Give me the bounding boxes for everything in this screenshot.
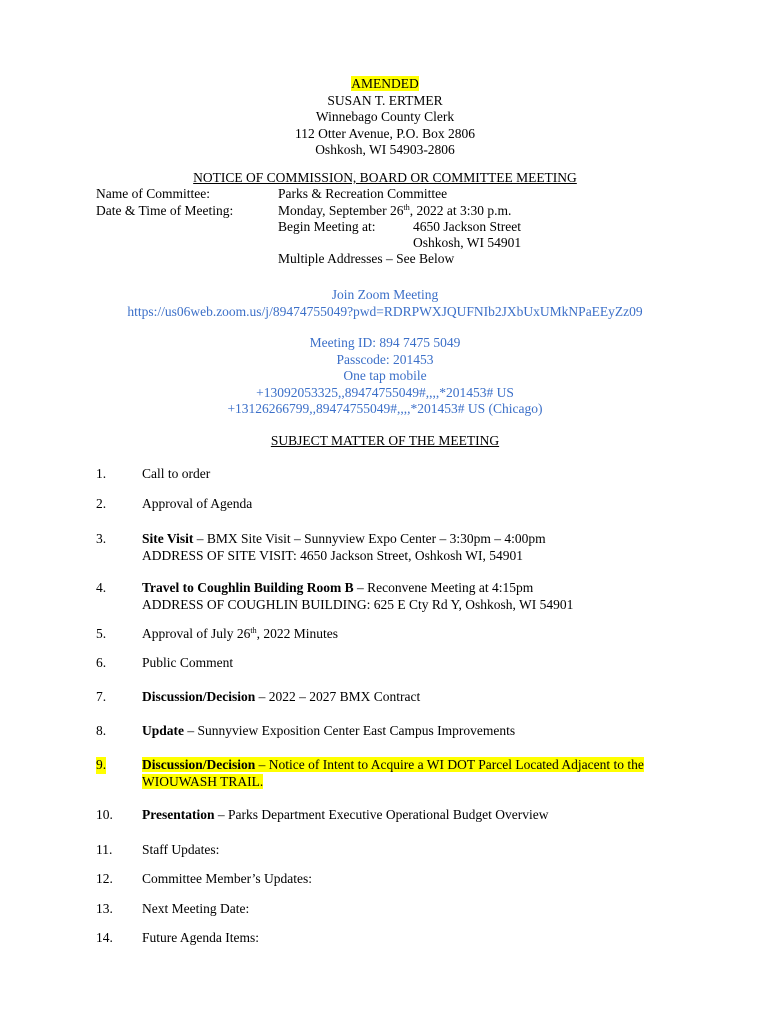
agenda-item-text: Public Comment (142, 655, 234, 670)
phone-link-chicago[interactable]: +13126266799,,89474755049#,,,,*201453# US (Chicago) (227, 401, 543, 416)
committee-label: Name of Committee: (96, 186, 210, 201)
clerk-name: SUSAN T. ERTMER (327, 92, 443, 108)
begin-street: 4650 Jackson Street (413, 219, 521, 234)
multiple-addresses: Multiple Addresses – See Below (278, 251, 455, 266)
begin-label: Begin Meeting at: (278, 219, 376, 234)
agenda-item (96, 580, 676, 614)
agenda-item-number: 2. (96, 496, 107, 511)
agenda-item-highlighted (96, 757, 676, 791)
agenda-item-number: 6. (96, 655, 107, 670)
agenda-item-number: 8. (96, 723, 107, 738)
agenda-item-number: 1. (96, 466, 107, 481)
agenda-item-text: Approval of Agenda (142, 496, 253, 511)
zoom-url-link[interactable]: https://us06web.zoom.us/j/89474755049?pwd=RDRPWXJQUFNIb2JXbUxUMkNPaEEyZz09 (127, 303, 643, 319)
agenda-item-number: 5. (96, 626, 107, 641)
join-zoom-link[interactable]: Join Zoom Meeting (331, 287, 439, 302)
agenda-item-text: Travel to Coughlin Building Room B – Reconvene Meeting at 4:15pm ADDRESS OF COUGHLIN BUILDING: 625 E Cty Rd Y, Oshkosh, WI 54901 (142, 580, 574, 612)
agenda-item-number: 11. (96, 842, 113, 857)
agenda-item-number: 14. (96, 930, 113, 945)
agenda-item-text: Update – Sunnyview Exposition Center East Campus Improvements (142, 723, 516, 738)
agenda-item-number: 9. (96, 757, 107, 772)
agenda-item-number: 12. (96, 871, 113, 886)
amended-label: AMENDED (351, 76, 419, 91)
passcode: Passcode: 201453 (336, 351, 434, 367)
agenda-item-text: Approval of July 26th, 2022 Minutes (142, 626, 338, 641)
committee-value: Parks & Recreation Committee (278, 186, 448, 201)
clerk-title: Winnebago County Clerk (315, 109, 455, 124)
datetime-label: Date & Time of Meeting: (96, 203, 234, 218)
subject-heading: SUBJECT MATTER OF THE MEETING (270, 433, 500, 448)
agenda-item-text: Next Meeting Date: (142, 901, 250, 916)
one-tap-mobile: One tap mobile (343, 368, 427, 383)
zoom-details (0, 335, 770, 418)
datetime-value: Monday, September 26th, 2022 at 3:30 p.m. (278, 203, 512, 218)
phone-link-us[interactable]: +13092053325,,89474755049#,,,,*201453# US (256, 384, 514, 400)
notice-title: NOTICE OF COMMISSION, BOARD OR COMMITTEE MEETING (193, 170, 577, 185)
agenda-item-text: Staff Updates: (142, 842, 220, 857)
clerk-address-line1: 112 Otter Avenue, P.O. Box 2806 (295, 125, 475, 141)
agenda-item-text: Discussion/Decision – 2022 – 2027 BMX Contract (142, 689, 421, 704)
begin-city: Oshkosh, WI 54901 (413, 235, 522, 250)
zoom-link-block (0, 287, 770, 320)
agenda-item-number: 3. (96, 531, 107, 546)
agenda-item-text: Discussion/Decision – Notice of Intent to Acquire a WI DOT Parcel Located Adjacent to the WIOUWASH TRAIL. (142, 757, 644, 789)
agenda-item-text: Call to order (142, 466, 211, 481)
agenda-item-text: Presentation – Parks Department Executive Operational Budget Overview (142, 807, 549, 822)
agenda-item-number: 7. (96, 689, 107, 704)
agenda-item-number: 10. (96, 807, 113, 822)
agenda-item-text: Future Agenda Items: (142, 930, 259, 945)
clerk-address-line2: Oshkosh, WI 54903-2806 (315, 142, 455, 157)
agenda-item-number: 13. (96, 901, 113, 916)
agenda-item-text: Committee Member’s Updates: (142, 871, 312, 886)
agenda-item-text: Site Visit – BMX Site Visit – Sunnyview Expo Center – 3:30pm – 4:00pm ADDRESS OF SITE VISIT: 4650 Jackson Street, Oshkosh WI, 54901 (142, 531, 546, 563)
meeting-id: Meeting ID: 894 7475 5049 (309, 335, 461, 350)
clerk-header (0, 76, 770, 159)
agenda-item (96, 531, 676, 565)
agenda-item-number: 4. (96, 580, 107, 595)
